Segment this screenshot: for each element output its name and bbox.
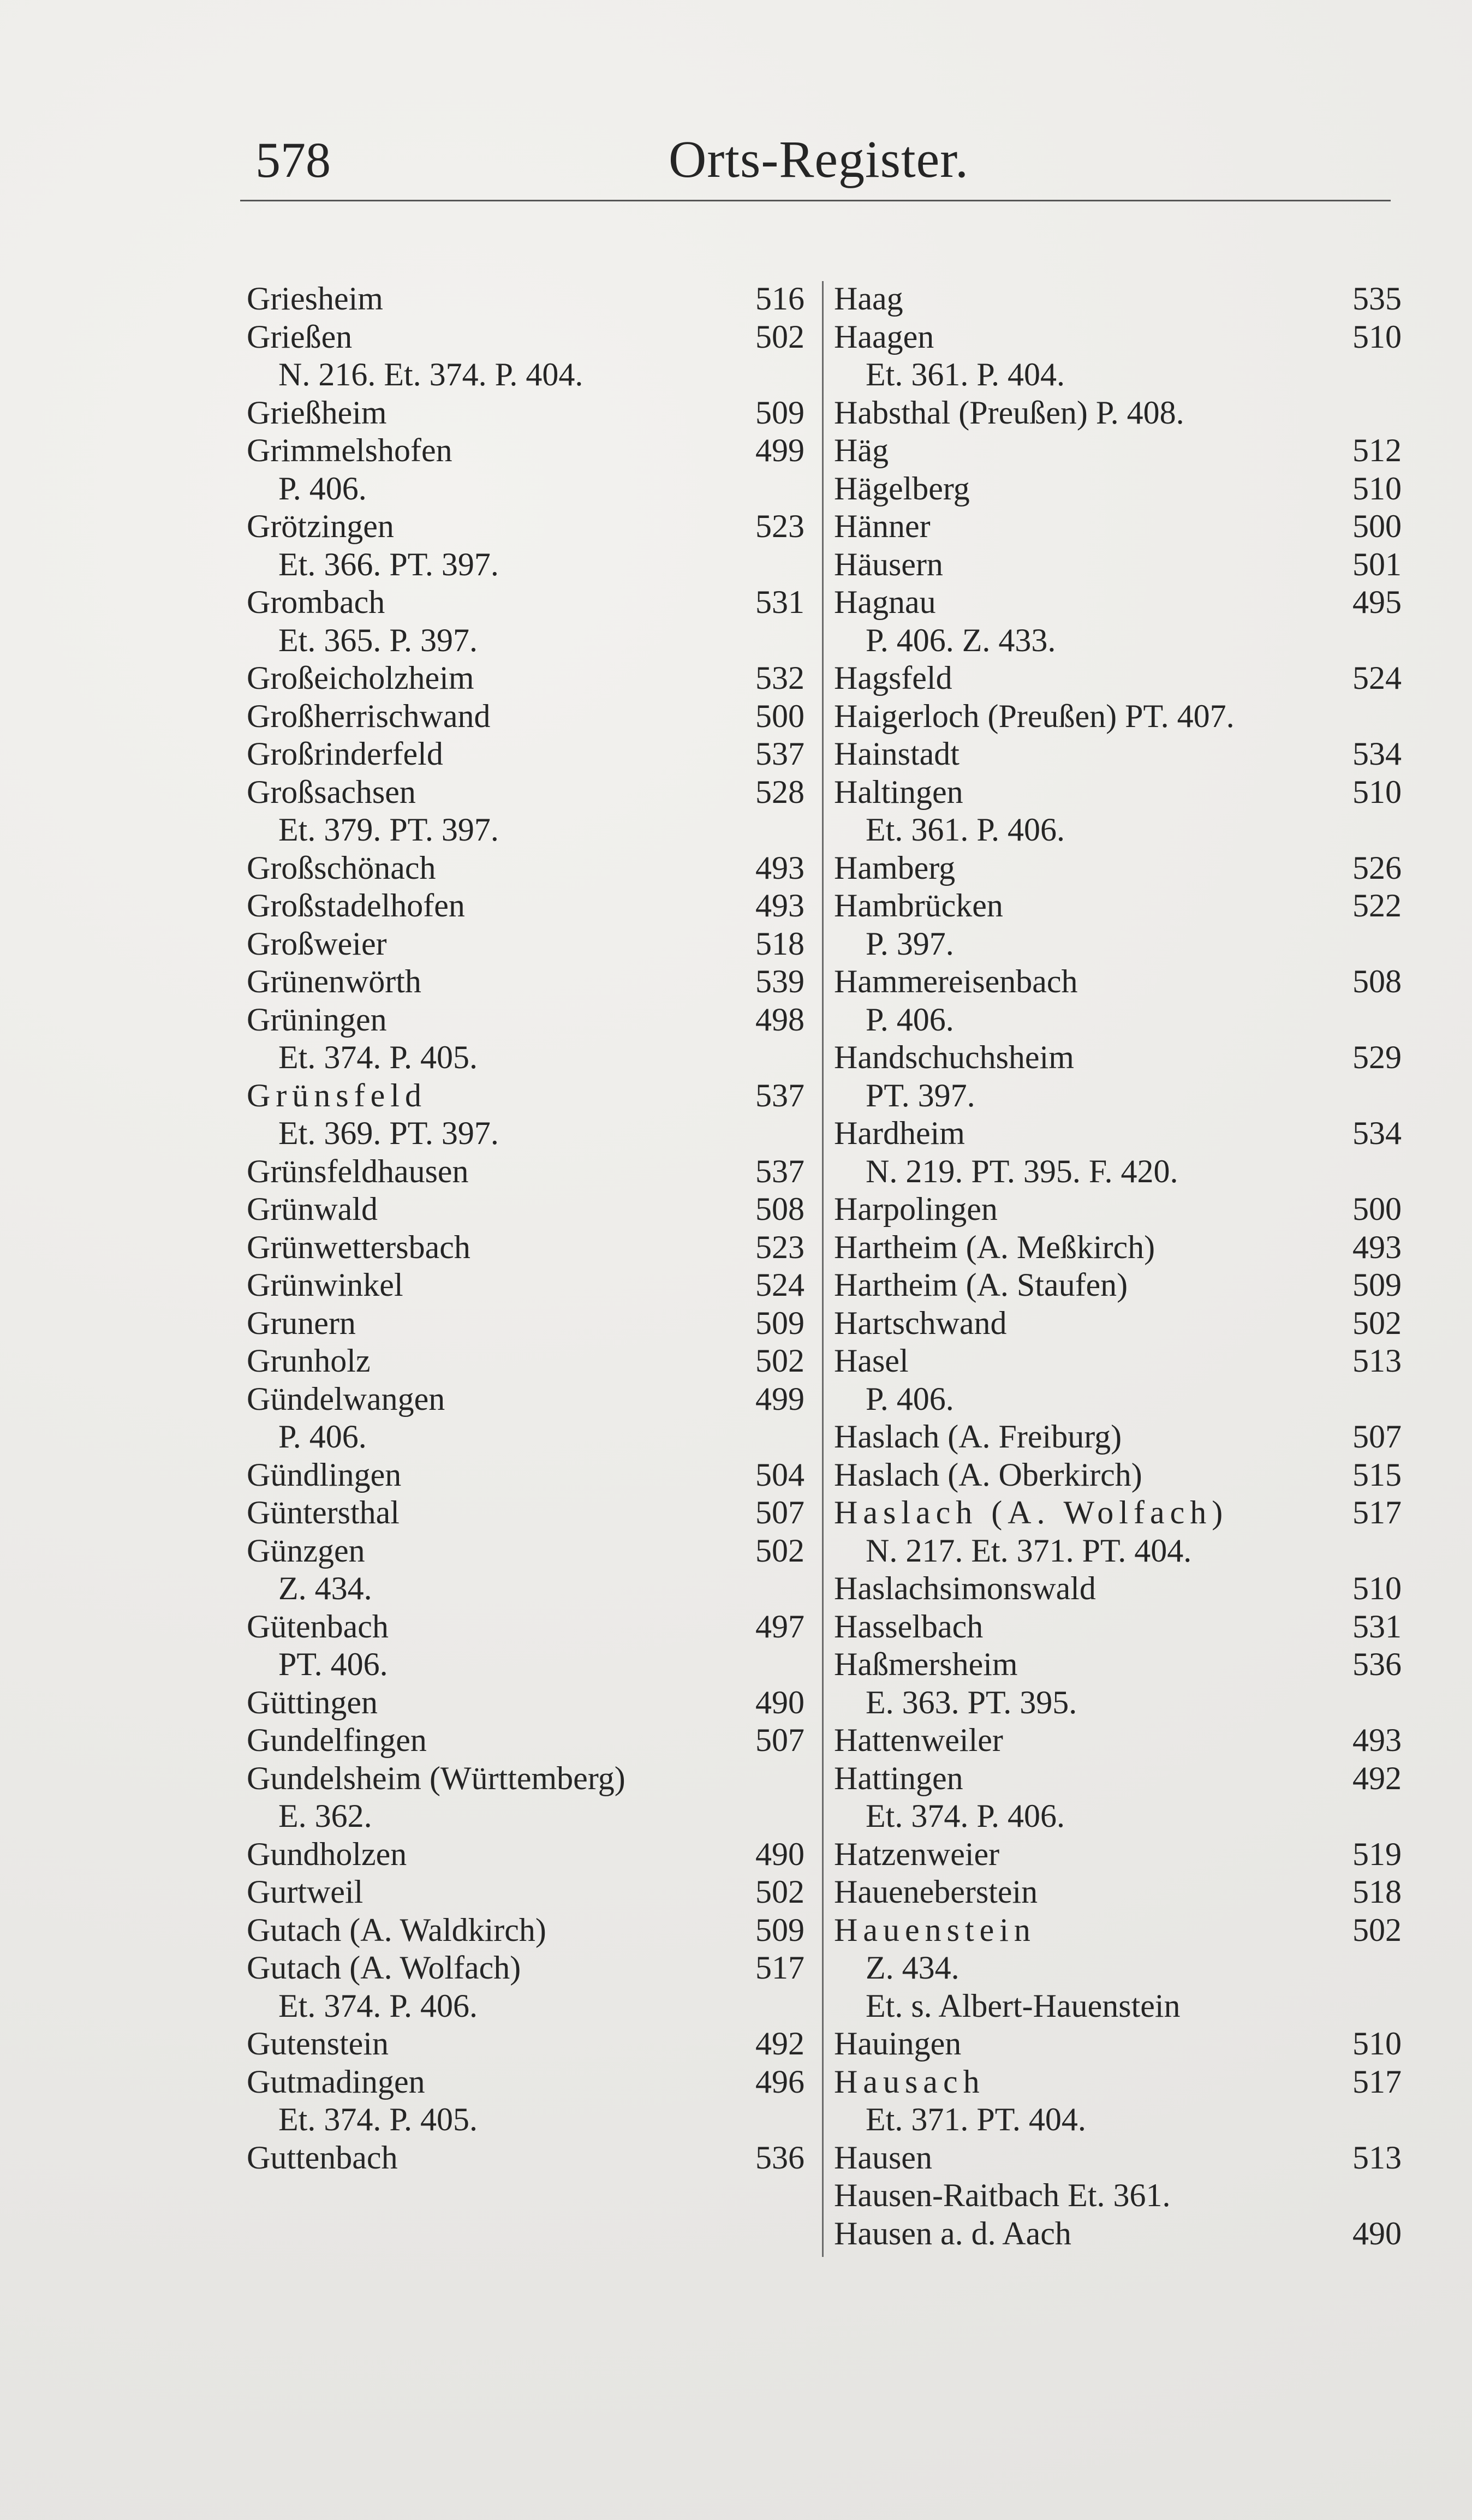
place-name: Grünwinkel bbox=[247, 1267, 403, 1303]
reference-text: P. 406. bbox=[866, 1001, 954, 1038]
place-name: Gundelsheim (Württemberg) bbox=[247, 1760, 625, 1796]
page-reference: 509 bbox=[1352, 1267, 1402, 1303]
place-name: Grünsfeldhausen bbox=[247, 1153, 469, 1189]
page-reference: 508 bbox=[755, 1191, 804, 1227]
place-name: Güttingen bbox=[247, 1684, 378, 1720]
page-reference: 526 bbox=[1352, 849, 1402, 886]
index-entry bbox=[834, 2215, 1402, 2253]
page-reference: 518 bbox=[1352, 1874, 1402, 1910]
place-name: Grunern bbox=[247, 1304, 356, 1341]
place-name: Großsachsen bbox=[247, 773, 416, 810]
index-entry-reference bbox=[247, 1039, 804, 1077]
index-entry bbox=[834, 1646, 1402, 1684]
page-reference: 515 bbox=[1352, 1456, 1402, 1493]
index-entry bbox=[834, 1608, 1402, 1646]
page-reference: 537 bbox=[755, 1153, 804, 1189]
index-entry bbox=[834, 318, 1402, 356]
place-name: Grüningen bbox=[247, 1001, 387, 1038]
index-entry bbox=[247, 849, 804, 887]
place-name: Hasselbach bbox=[834, 1608, 984, 1645]
place-name: Hamberg bbox=[834, 849, 956, 886]
page-reference: 528 bbox=[755, 773, 804, 810]
reference-text: Et. 374. P. 406. bbox=[866, 1798, 1065, 1834]
index-entry bbox=[247, 1229, 804, 1267]
reference-text: Et. 365. P. 397. bbox=[278, 622, 478, 658]
page-reference: 510 bbox=[1352, 318, 1402, 355]
index-entry bbox=[247, 1266, 804, 1304]
place-name: Großeicholzheim bbox=[247, 660, 474, 696]
place-name: Hambrücken bbox=[834, 887, 1003, 924]
page-reference: 509 bbox=[755, 1304, 804, 1341]
index-entry bbox=[834, 849, 1402, 887]
index-entry-reference bbox=[247, 1570, 804, 1608]
page-reference: 513 bbox=[1352, 1343, 1402, 1379]
page-reference: 502 bbox=[1352, 1911, 1402, 1948]
place-name: Hainstadt bbox=[834, 736, 960, 772]
place-name: Haslach (A. Freiburg) bbox=[834, 1419, 1122, 1455]
page-reference: 497 bbox=[755, 1608, 804, 1645]
place-name: Güntersthal bbox=[247, 1494, 400, 1530]
page-reference: 523 bbox=[755, 1229, 804, 1265]
reference-text: E. 362. bbox=[278, 1798, 372, 1834]
index-entry bbox=[247, 1532, 804, 1570]
index-entry-reference bbox=[834, 1380, 1402, 1419]
page-reference: 523 bbox=[755, 508, 804, 544]
place-name: Hatzenweier bbox=[834, 1836, 1000, 1872]
index-entry-reference bbox=[247, 1115, 804, 1153]
reference-text: E. 363. PT. 395. bbox=[866, 1684, 1077, 1720]
place-name: Hattingen bbox=[834, 1760, 963, 1796]
place-name: Gutach (A. Wolfach) bbox=[247, 1950, 521, 1986]
index-entry bbox=[247, 698, 804, 736]
index-entry bbox=[834, 546, 1402, 584]
index-entry bbox=[247, 1190, 804, 1229]
place-name: Gutenstein bbox=[247, 2025, 389, 2062]
place-name: Haslach (A. Wolfach) bbox=[834, 1494, 1229, 1530]
index-entry bbox=[247, 1494, 804, 1532]
place-name: Grünenwörth bbox=[247, 963, 421, 999]
page-reference: 517 bbox=[755, 1950, 804, 1986]
page-reference: 508 bbox=[1352, 963, 1402, 999]
page-reference: 507 bbox=[755, 1494, 804, 1530]
place-name: Hänner bbox=[834, 508, 931, 544]
place-name: Gurtweil bbox=[247, 1874, 363, 1910]
place-name: Gündlingen bbox=[247, 1456, 402, 1493]
place-name: Hattenweiler bbox=[834, 1722, 1003, 1758]
index-entry bbox=[247, 508, 804, 546]
page-reference: 539 bbox=[755, 963, 804, 999]
index-entry-reference bbox=[247, 1797, 804, 1836]
place-name: Häusern bbox=[834, 546, 943, 582]
reference-text: P. 397. bbox=[866, 925, 954, 962]
index-column-right bbox=[834, 280, 1402, 2253]
page-reference: 500 bbox=[1352, 508, 1402, 544]
page-reference: 490 bbox=[755, 1684, 804, 1720]
place-name: Hausach bbox=[834, 2063, 985, 2100]
place-name: Hardheim bbox=[834, 1115, 965, 1151]
index-entry-reference bbox=[247, 811, 804, 849]
page-reference: 522 bbox=[1352, 887, 1402, 924]
page-reference: 509 bbox=[755, 1911, 804, 1948]
index-entry bbox=[247, 1873, 804, 1911]
index-entry-reference bbox=[834, 811, 1402, 849]
place-name: Grombach bbox=[247, 584, 385, 620]
index-entry bbox=[834, 1721, 1402, 1760]
place-name: Hausen a. d. Aach bbox=[834, 2215, 1071, 2251]
page-reference: 509 bbox=[755, 394, 804, 431]
index-entry bbox=[834, 2139, 1402, 2177]
page-reference: 524 bbox=[1352, 660, 1402, 696]
place-name: Grünwettersbach bbox=[247, 1229, 470, 1265]
index-entry bbox=[247, 925, 804, 963]
place-name: Grünsfeld bbox=[247, 1077, 427, 1113]
reference-text: P. 406. bbox=[278, 1419, 367, 1455]
place-name: Günzgen bbox=[247, 1532, 365, 1569]
place-name: Gündelwangen bbox=[247, 1380, 445, 1417]
place-name: Hägelberg bbox=[834, 470, 970, 507]
index-column-left bbox=[247, 280, 804, 2177]
index-entry-reference bbox=[247, 1987, 804, 2025]
index-entry bbox=[247, 1684, 804, 1722]
index-entry-reference bbox=[834, 925, 1402, 963]
place-name: Haigerloch (Preußen) PT. 407. bbox=[834, 698, 1235, 734]
place-name: Hagsfeld bbox=[834, 660, 952, 696]
reference-text: Et. 374. P. 405. bbox=[278, 1039, 478, 1075]
place-name: Hauenstein bbox=[834, 1911, 1036, 1948]
index-entry bbox=[247, 887, 804, 925]
index-entry bbox=[834, 470, 1402, 508]
page-reference: 504 bbox=[755, 1456, 804, 1493]
reference-text: PT. 406. bbox=[278, 1646, 388, 1682]
place-name: Hartschwand bbox=[834, 1304, 1007, 1341]
page-reference: 502 bbox=[755, 318, 804, 355]
page-reference: 492 bbox=[1352, 1760, 1402, 1796]
index-entry bbox=[834, 2177, 1402, 2215]
index-entry-reference bbox=[834, 1987, 1402, 2025]
index-entry-reference bbox=[247, 1418, 804, 1456]
reference-text: Z. 434. bbox=[278, 1570, 372, 1606]
index-entry bbox=[834, 1342, 1402, 1380]
reference-text: Et. 361. P. 404. bbox=[866, 356, 1065, 392]
index-entry bbox=[247, 1077, 804, 1115]
page-reference: 493 bbox=[755, 887, 804, 924]
index-entry bbox=[834, 659, 1402, 698]
index-entry bbox=[247, 773, 804, 812]
place-name: Großherrischwand bbox=[247, 698, 491, 734]
index-entry bbox=[247, 735, 804, 773]
reference-text: N. 216. Et. 374. P. 404. bbox=[278, 356, 583, 392]
reference-text: Et. 369. PT. 397. bbox=[278, 1115, 499, 1151]
index-entry bbox=[834, 583, 1402, 622]
index-entry-reference bbox=[834, 1797, 1402, 1836]
page-reference: 516 bbox=[755, 281, 804, 317]
index-entry bbox=[247, 1760, 804, 1798]
place-name: Gutmadingen bbox=[247, 2063, 425, 2100]
reference-text: Et. 374. P. 405. bbox=[278, 2101, 478, 2137]
index-entry bbox=[247, 1456, 804, 1494]
index-entry bbox=[247, 1721, 804, 1760]
index-entry bbox=[247, 2063, 804, 2101]
index-entry bbox=[247, 1342, 804, 1380]
reference-text: Et. 374. P. 406. bbox=[278, 1987, 478, 2024]
page-reference: 495 bbox=[1352, 584, 1402, 620]
page-reference: 536 bbox=[755, 2139, 804, 2176]
page-reference: 529 bbox=[1352, 1039, 1402, 1075]
index-entry bbox=[247, 1911, 804, 1950]
page-reference: 537 bbox=[755, 736, 804, 772]
page-reference: 500 bbox=[1352, 1191, 1402, 1227]
page-reference: 507 bbox=[755, 1722, 804, 1758]
index-entry bbox=[247, 280, 804, 318]
reference-text: Et. 379. PT. 397. bbox=[278, 812, 499, 848]
index-entry bbox=[834, 1039, 1402, 1077]
place-name: Grimmelshofen bbox=[247, 432, 452, 468]
place-name: Hausen-Raitbach Et. 361. bbox=[834, 2177, 1171, 2213]
index-entry bbox=[834, 1229, 1402, 1267]
page-title: Orts-Register. bbox=[669, 130, 969, 188]
index-entry bbox=[247, 583, 804, 622]
page-reference: 531 bbox=[1352, 1608, 1402, 1645]
place-name: Hasel bbox=[834, 1343, 909, 1379]
index-entry-reference bbox=[834, 1153, 1402, 1191]
reference-text: P. 406. Z. 433. bbox=[866, 622, 1056, 658]
index-entry bbox=[834, 1570, 1402, 1608]
page-reference: 535 bbox=[1352, 281, 1402, 317]
place-name: Grunholz bbox=[247, 1343, 371, 1379]
index-entry-reference bbox=[247, 470, 804, 508]
index-entry bbox=[834, 1494, 1402, 1532]
index-entry bbox=[247, 1304, 804, 1343]
page-reference: 517 bbox=[1352, 2063, 1402, 2100]
reference-text: Z. 434. bbox=[866, 1950, 960, 1986]
index-entry-reference bbox=[834, 1949, 1402, 1987]
index-entry bbox=[247, 318, 804, 356]
index-entry bbox=[834, 1304, 1402, 1343]
page-reference: 490 bbox=[1352, 2215, 1402, 2251]
place-name: Gütenbach bbox=[247, 1608, 389, 1645]
place-name: Hammereisenbach bbox=[834, 963, 1078, 999]
place-name: Hagnau bbox=[834, 584, 936, 620]
index-entry-reference bbox=[834, 1684, 1402, 1722]
index-entry bbox=[247, 1949, 804, 1987]
index-entry bbox=[834, 1115, 1402, 1153]
index-entry bbox=[247, 2139, 804, 2177]
place-name: Haueneberstein bbox=[834, 1874, 1038, 1910]
page-reference: 493 bbox=[1352, 1229, 1402, 1265]
index-entry bbox=[834, 1911, 1402, 1950]
place-name: Grötzingen bbox=[247, 508, 394, 544]
page-reference: 510 bbox=[1352, 2025, 1402, 2062]
place-name: Häg bbox=[834, 432, 889, 468]
index-entry-reference bbox=[247, 546, 804, 584]
page-reference: 531 bbox=[755, 584, 804, 620]
page-reference: 537 bbox=[755, 1077, 804, 1113]
reference-text: Et. 366. PT. 397. bbox=[278, 546, 499, 582]
reference-text: P. 406. bbox=[278, 470, 367, 507]
index-entry-reference bbox=[247, 622, 804, 660]
place-name: Grießheim bbox=[247, 394, 387, 431]
index-entry bbox=[834, 1190, 1402, 1229]
index-entry bbox=[834, 508, 1402, 546]
place-name: Großstadelhofen bbox=[247, 887, 465, 924]
page-number: 578 bbox=[255, 132, 331, 188]
index-entry bbox=[834, 2063, 1402, 2101]
page-reference: 499 bbox=[755, 1380, 804, 1417]
index-entry bbox=[834, 432, 1402, 470]
page-reference: 490 bbox=[755, 1836, 804, 1872]
place-name: Guttenbach bbox=[247, 2139, 398, 2176]
index-entry-reference bbox=[834, 1532, 1402, 1570]
index-entry bbox=[247, 1608, 804, 1646]
reference-text: P. 406. bbox=[866, 1380, 954, 1417]
place-name: Haslachsimonswald bbox=[834, 1570, 1096, 1606]
index-entry-reference bbox=[247, 1646, 804, 1684]
index-entry bbox=[834, 1266, 1402, 1304]
index-entry-reference bbox=[834, 1001, 1402, 1039]
page-reference: 510 bbox=[1352, 1570, 1402, 1606]
place-name: Haagen bbox=[834, 318, 934, 355]
page-reference: 502 bbox=[1352, 1304, 1402, 1341]
index-entry bbox=[247, 432, 804, 470]
header-rule bbox=[240, 200, 1391, 201]
index-entry bbox=[247, 1153, 804, 1191]
page-reference: 534 bbox=[1352, 1115, 1402, 1151]
place-name: Gundelfingen bbox=[247, 1722, 427, 1758]
place-name: Handschuchsheim bbox=[834, 1039, 1074, 1075]
place-name: Großweier bbox=[247, 925, 387, 962]
page-reference: 502 bbox=[755, 1874, 804, 1910]
page-reference: 500 bbox=[755, 698, 804, 734]
index-entry bbox=[834, 887, 1402, 925]
index-entry bbox=[834, 280, 1402, 318]
index-entry bbox=[834, 735, 1402, 773]
page-reference: 499 bbox=[755, 432, 804, 468]
column-divider bbox=[822, 281, 824, 2257]
place-name: Haag bbox=[834, 281, 903, 317]
page-reference: 536 bbox=[1352, 1646, 1402, 1682]
place-name: Gundholzen bbox=[247, 1836, 407, 1872]
page-reference: 534 bbox=[1352, 736, 1402, 772]
index-entry bbox=[247, 1001, 804, 1039]
place-name: Haltingen bbox=[834, 773, 963, 810]
index-entry bbox=[834, 1418, 1402, 1456]
place-name: Hauingen bbox=[834, 2025, 962, 2062]
index-entry bbox=[834, 1760, 1402, 1798]
page-reference: 492 bbox=[755, 2025, 804, 2062]
index-entry bbox=[247, 963, 804, 1001]
page-reference: 496 bbox=[755, 2063, 804, 2100]
reference-text: N. 217. Et. 371. PT. 404. bbox=[866, 1532, 1192, 1569]
index-entry bbox=[834, 698, 1402, 736]
reference-text: Et. 371. PT. 404. bbox=[866, 2101, 1086, 2137]
page-reference: 507 bbox=[1352, 1419, 1402, 1455]
reference-text: N. 219. PT. 395. F. 420. bbox=[866, 1153, 1178, 1189]
place-name: Griesheim bbox=[247, 281, 383, 317]
index-entry bbox=[247, 659, 804, 698]
place-name: Gutach (A. Waldkirch) bbox=[247, 1911, 546, 1948]
index-entry-reference bbox=[247, 356, 804, 394]
place-name: Harpolingen bbox=[834, 1191, 998, 1227]
index-entry bbox=[834, 773, 1402, 812]
index-entry bbox=[834, 1836, 1402, 1874]
page-reference: 524 bbox=[755, 1267, 804, 1303]
index-entry-reference bbox=[834, 2101, 1402, 2139]
page-reference: 510 bbox=[1352, 773, 1402, 810]
index-entry-reference bbox=[834, 356, 1402, 394]
index-entry bbox=[834, 963, 1402, 1001]
page-reference: 532 bbox=[755, 660, 804, 696]
index-entry-reference bbox=[834, 622, 1402, 660]
place-name: Hartheim (A. Meßkirch) bbox=[834, 1229, 1155, 1265]
page-reference: 510 bbox=[1352, 470, 1402, 507]
page-reference: 517 bbox=[1352, 1494, 1402, 1530]
page-reference: 518 bbox=[755, 925, 804, 962]
place-name: Grießen bbox=[247, 318, 353, 355]
place-name: Großschönach bbox=[247, 849, 436, 886]
page-reference: 502 bbox=[755, 1343, 804, 1379]
page-reference: 519 bbox=[1352, 1836, 1402, 1872]
reference-text: PT. 397. bbox=[866, 1077, 975, 1113]
page-reference: 493 bbox=[755, 849, 804, 886]
place-name: Haslach (A. Oberkirch) bbox=[834, 1456, 1142, 1493]
page-reference: 513 bbox=[1352, 2139, 1402, 2176]
index-entry bbox=[834, 1873, 1402, 1911]
place-name: Hartheim (A. Staufen) bbox=[834, 1267, 1128, 1303]
reference-text: Et. s. Albert-Hauenstein bbox=[866, 1987, 1181, 2024]
page-reference: 502 bbox=[755, 1532, 804, 1569]
place-name: Hausen bbox=[834, 2139, 932, 2176]
index-entry bbox=[247, 394, 804, 432]
place-name: Haßmersheim bbox=[834, 1646, 1018, 1682]
page-reference: 498 bbox=[755, 1001, 804, 1038]
page-reference: 493 bbox=[1352, 1722, 1402, 1758]
index-entry bbox=[834, 394, 1402, 432]
page-reference: 512 bbox=[1352, 432, 1402, 468]
place-name: Habsthal (Preußen) P. 408. bbox=[834, 394, 1184, 431]
place-name: Grünwald bbox=[247, 1191, 378, 1227]
index-entry bbox=[834, 2025, 1402, 2063]
index-entry-reference bbox=[247, 2101, 804, 2139]
index-entry bbox=[834, 1456, 1402, 1494]
index-entry-reference bbox=[834, 1077, 1402, 1115]
index-entry bbox=[247, 2025, 804, 2063]
place-name: Großrinderfeld bbox=[247, 736, 443, 772]
index-entry bbox=[247, 1836, 804, 1874]
index-entry bbox=[247, 1380, 804, 1419]
reference-text: Et. 361. P. 406. bbox=[866, 812, 1065, 848]
page-reference: 501 bbox=[1352, 546, 1402, 582]
